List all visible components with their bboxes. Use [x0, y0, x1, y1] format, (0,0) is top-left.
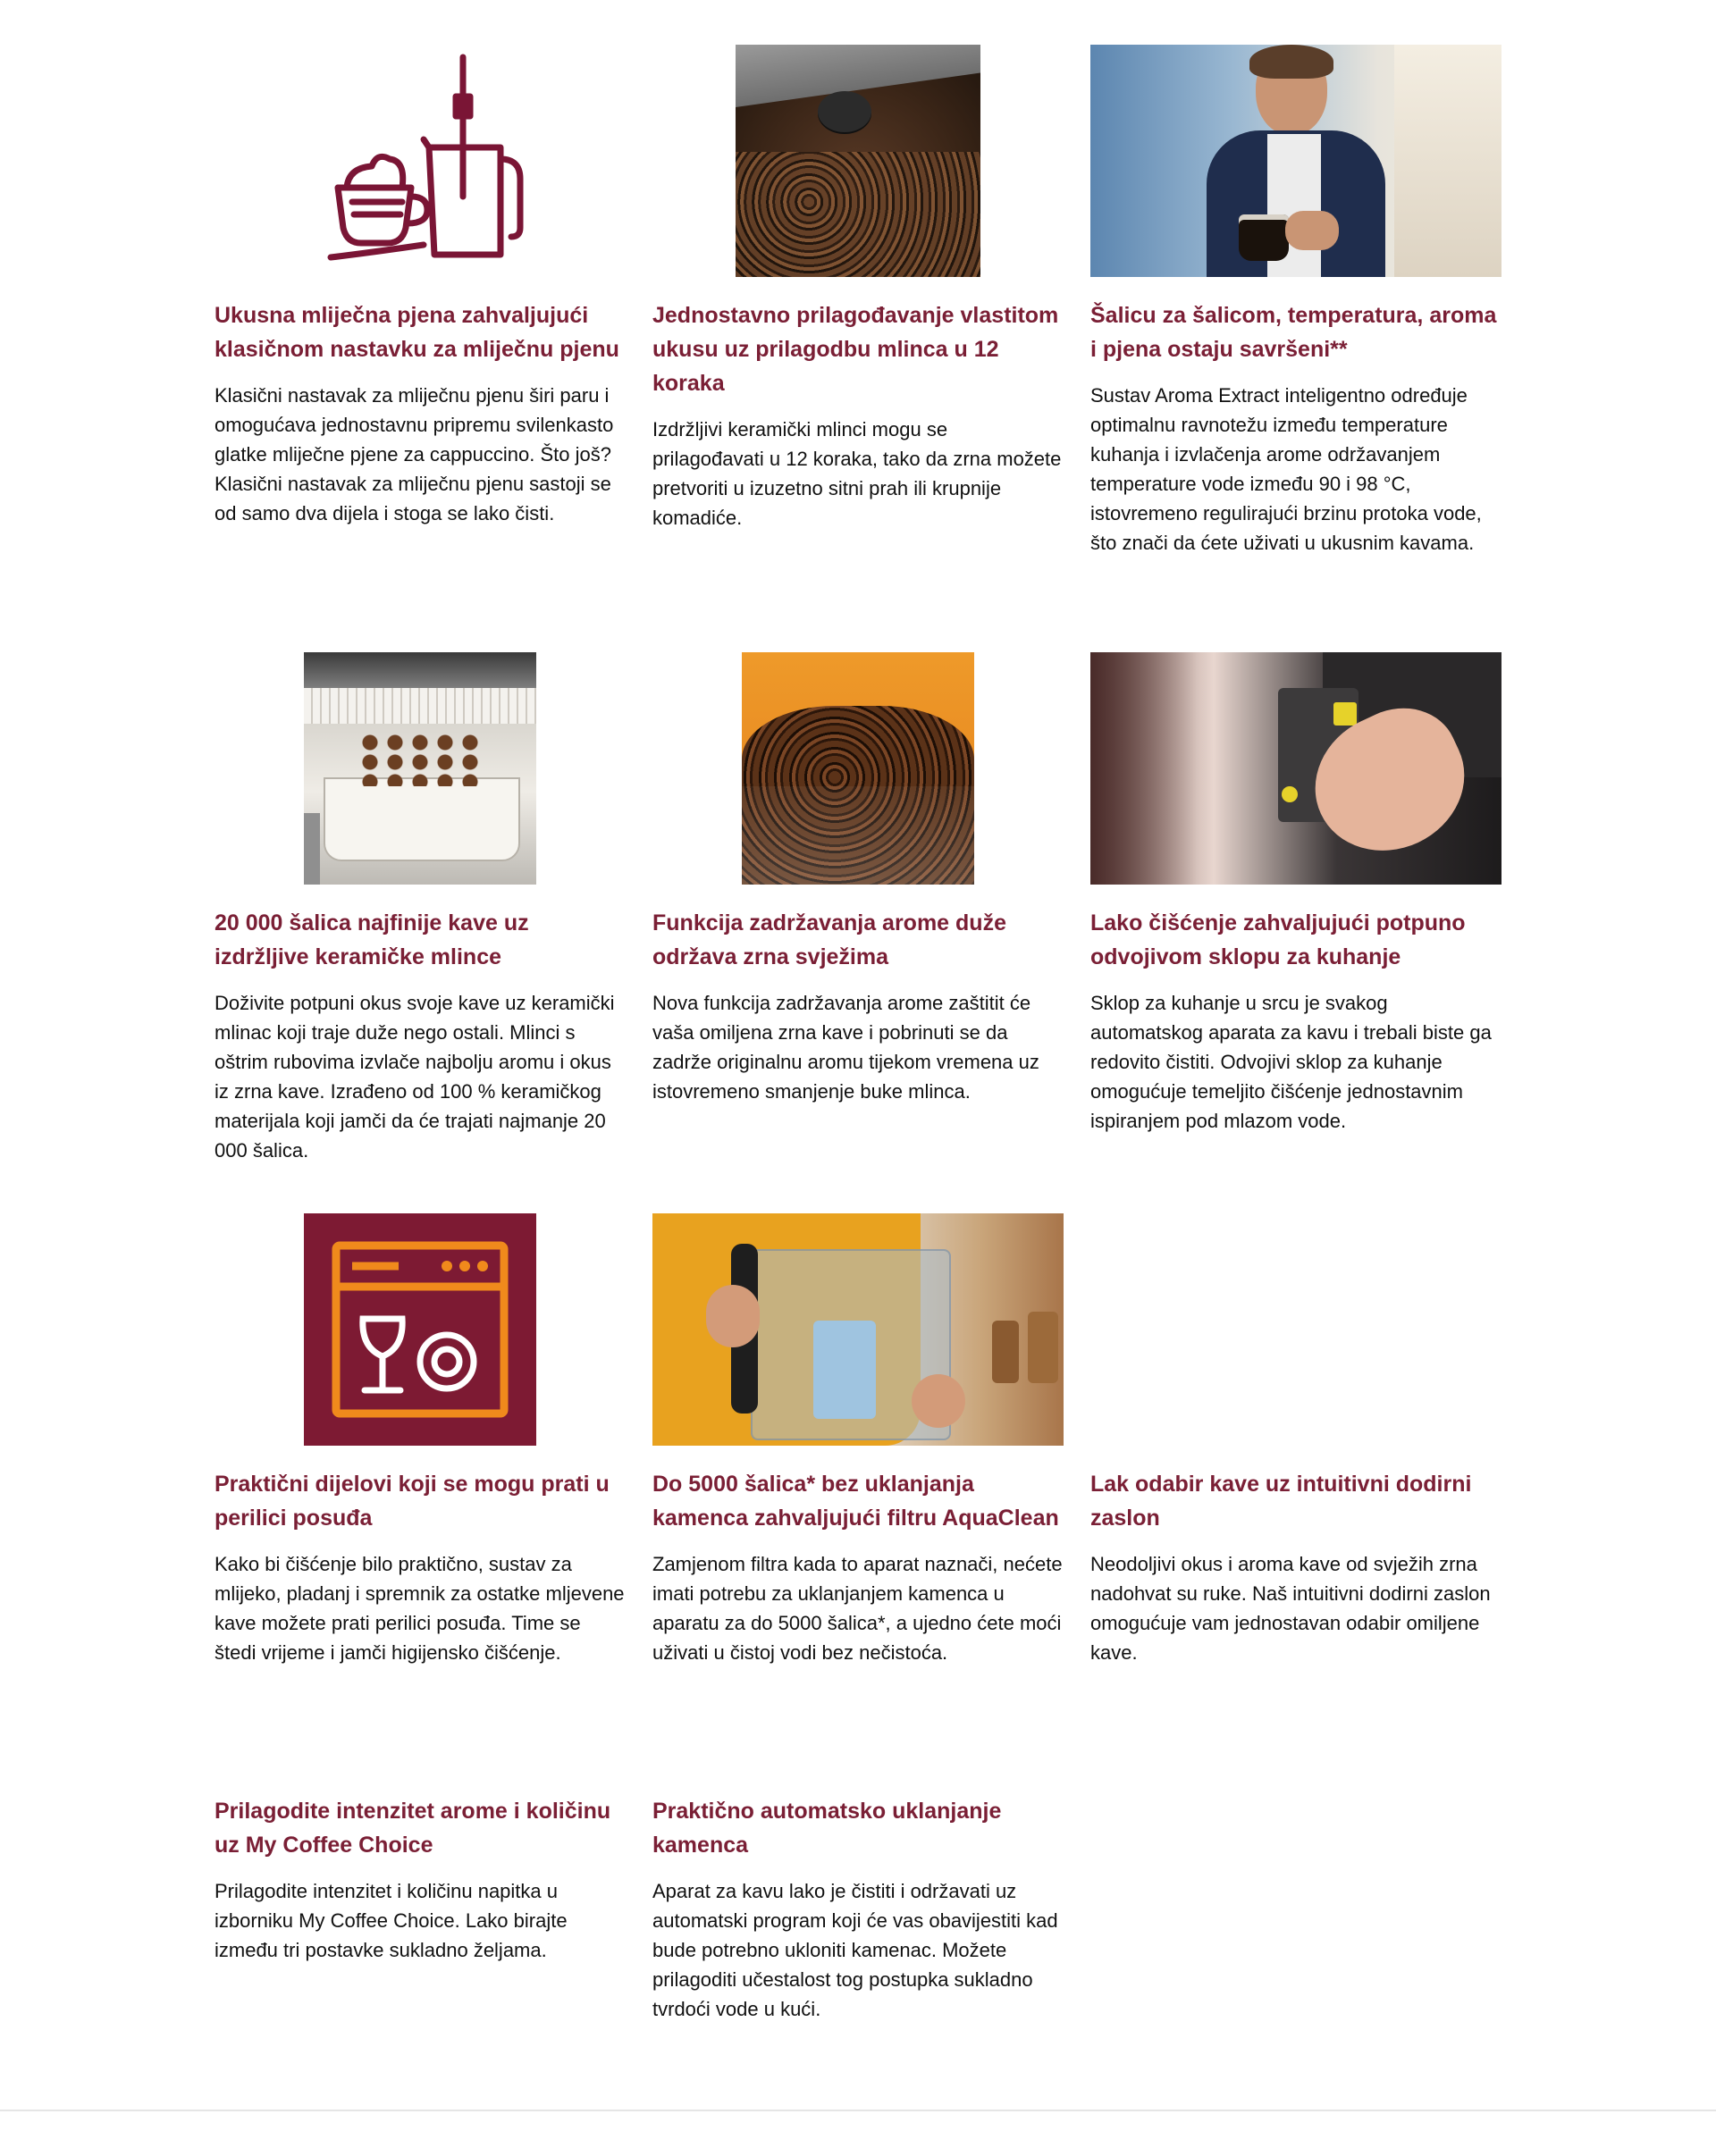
feature-title: 20 000 šalica najfinije kave uz izdržljive keramičke mlince	[214, 910, 529, 969]
feature-title: Ukusna mliječna pjena zahvaljujući klasičnom nastavku za mliječnu pjenu	[214, 303, 619, 362]
feature-title: Jednostavno prilagođavanje vlastitom ukusu uz prilagodbu mlinca u 12 koraka	[652, 303, 1059, 396]
feature-card-milk-frother	[214, 0, 626, 608]
dishwasher-icon	[304, 1213, 536, 1446]
feature-card-empty	[1090, 1794, 1502, 2024]
feature-media	[1090, 1213, 1502, 1446]
feature-media	[652, 652, 1064, 885]
feature-title: Prilagodite intenzitet arome i količinu uz My Coffee Choice	[214, 1799, 611, 1858]
brew-group-photo	[1090, 652, 1502, 885]
feature-title: Praktični dijelovi koji se mogu prati u perilici posuđa	[214, 1472, 610, 1531]
feature-media	[652, 45, 1064, 277]
coffee-beans-grinder-photo	[736, 45, 980, 277]
feature-card-brew-group	[1090, 608, 1502, 1187]
feature-media	[214, 1213, 626, 1446]
feature-media	[214, 652, 626, 885]
feature-card-aroma-seal	[652, 608, 1064, 1187]
feature-description: Prilagodite intenzitet i količinu napitka u izborniku My Coffee Choice. Lako birajte između tri postavke sukladno željama.	[214, 1880, 568, 1961]
feature-card-auto-descaling	[652, 1794, 1064, 2024]
feature-description: Izdržljivi keramički mlinci mogu se prilagođavati u 12 koraka, tako da zrna možete pretvoriti u izuzetno sitni prah ili krupnije komadiće.	[652, 418, 1062, 529]
feature-description: Aparat za kavu lako je čistiti i održavati uz automatski program koji će vas obavijestiti kad bude potrebno ukloniti kamenac. Možete prilagoditi učestalost tog postupka sukladno tvrdoći vode u kući.	[652, 1880, 1058, 2020]
bottom-divider	[0, 2110, 1716, 2111]
feature-description: Sustav Aroma Extract inteligentno određuje optimalnu ravnotežu između temperature kuhanja i izvlačenja arome održavanjem temperature vode između 90 i 98 °C, istovremeno regulirajući brzinu protoka vode, što znači da ćete uživati u ukusnim kavama.	[1090, 384, 1482, 554]
feature-card-aquaclean	[652, 1187, 1064, 1794]
feature-card-touch-display	[1090, 1187, 1502, 1794]
feature-description: Kako bi čišćenje bilo praktično, sustav za mlijeko, pladanj i spremnik za ostatke mljevene kave možete prati perilici posuđa. Time se štedi vrijeme i jamči higijensko čišćenje.	[214, 1553, 625, 1664]
feature-title: Do 5000 šalica* bez uklanjanja kamenca zahvaljujući filtru AquaClean	[652, 1472, 1059, 1531]
feature-title: Praktično automatsko uklanjanje kamenca	[652, 1799, 1002, 1858]
feature-media	[1090, 45, 1502, 277]
feature-title: Lak odabir kave uz intuitivni dodirni zaslon	[1090, 1472, 1472, 1531]
feature-description: Zamjenom filtra kada to aparat naznači, nećete imati potrebu za uklanjanjem kamenca u aparatu za do 5000 šalica*, a ujedno ćete moći uživati u čistoj vodi bez nečistoća.	[652, 1553, 1063, 1664]
feature-card-aroma-extract	[1090, 0, 1502, 608]
milk-frother-icon	[313, 54, 527, 268]
feature-description: Nova funkcija zadržavanja arome zaštitit će vaša omiljena zrna kave i pobrinuti se da zadrže originalnu aromu tijekom vremena uz istovremeno smanjenje buke mlinca.	[652, 992, 1039, 1103]
feature-card-my-coffee-choice	[214, 1794, 626, 2024]
feature-description: Klasični nastavak za mliječnu pjenu širi paru i omogućava jednostavnu pripremu svilenkasto glatke mliječne pjene za cappuccino. Što još? Klasični nastavak za mliječnu pjenu sastoji se od samo dva dijela i stoga se lako čisti.	[214, 384, 614, 524]
feature-media	[652, 1213, 1064, 1446]
features-grid	[214, 0, 1502, 2024]
feature-title: Lako čišćenje zahvaljujući potpuno odvojivom sklopu za kuhanje	[1090, 910, 1466, 969]
ceramic-grinder-photo	[304, 652, 536, 885]
feature-title: Funkcija zadržavanja arome duže održava zrna svježima	[652, 910, 1006, 969]
feature-card-ceramic-grinder	[214, 608, 626, 1187]
man-with-coffee-photo	[1090, 45, 1502, 277]
feature-title: Šalicu za šalicom, temperatura, aroma i pjena ostaju savršeni**	[1090, 303, 1497, 362]
feature-description: Sklop za kuhanje u srcu je svakog automatskog aparata za kavu i trebali biste ga redovito čistiti. Odvojivi sklop za kuhanje omogućuje temeljito čišćenje jednostavnim ispiranjem pod mlazom vode.	[1090, 992, 1492, 1132]
water-tank-photo	[652, 1213, 1064, 1446]
feature-description: Doživite potpuni okus svoje kave uz keramički mlinac koji traje duže nego ostali. Mlinci s oštrim rubovima izvlače najbolju aromu i okus iz zrna kave. Izrađeno od 100 % keramičkog materijala koji jamči da će trajati najmanje 20 000 šalica.	[214, 992, 615, 1162]
feature-description: Neodoljivi okus i aroma kave od svježih zrna nadohvat su ruke. Naš intuitivni dodirni zaslon omogućuje vam jednostavan odabir omiljene kave.	[1090, 1553, 1491, 1664]
feature-media	[1090, 652, 1502, 885]
feature-media	[214, 45, 626, 277]
feature-card-dishwasher	[214, 1187, 626, 1794]
bean-container-photo	[742, 652, 974, 885]
feature-card-grinder-adjust	[652, 0, 1064, 608]
